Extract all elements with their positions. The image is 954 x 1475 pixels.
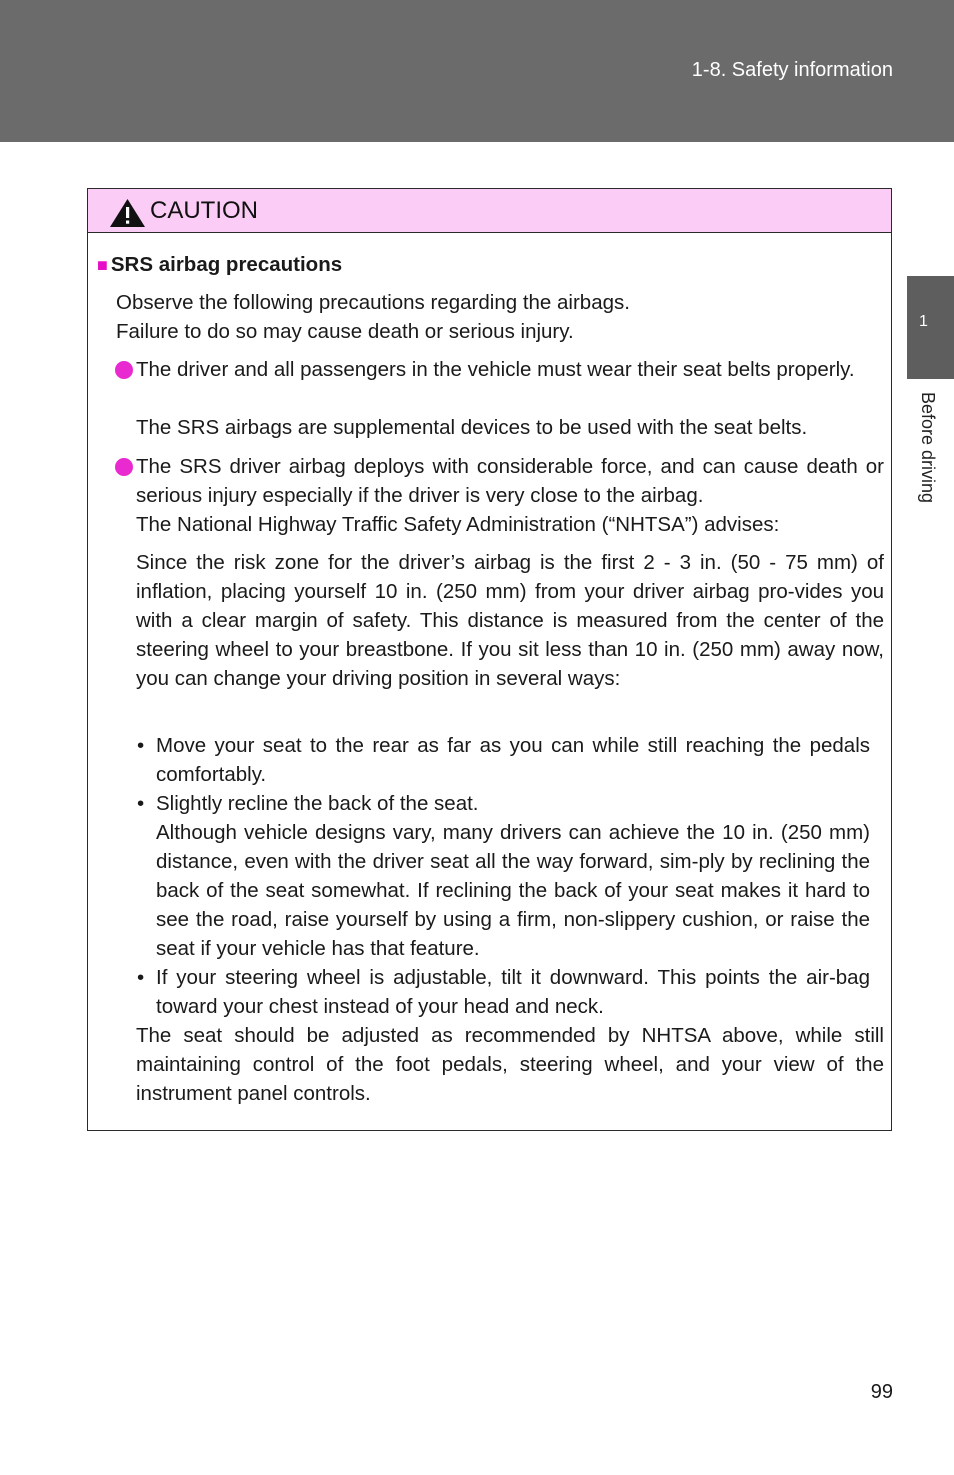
chapter-tab-number: 1: [919, 313, 928, 330]
caution-header: [88, 189, 891, 233]
caution-box: [87, 188, 892, 1131]
recline-detail: Although vehicle designs vary, many drivers can achieve the 10 in. (250 mm) distance, even with the driver seat all the way forward, sim-ply by reclining the back of the seat somewhat. If reclining the back of your seat makes it hard to see the road, raise yourself by using a firm, non-slippery cushion, or raise the seat if your vehicle has that feature.: [156, 821, 870, 960]
dash-bullet: •: [137, 966, 145, 989]
intro-line-1: Observe the following precautions regarding the airbags.: [116, 291, 630, 314]
bullet-dot-icon: [115, 361, 133, 379]
page-number: 99: [870, 1381, 893, 1403]
chapter-tab[interactable]: [907, 276, 954, 379]
way-3: If your steering wheel is adjustable, tilt it downward. This points the air-bag toward your chest instead of your head and neck.: [156, 966, 870, 1018]
dash-bullet: •: [137, 792, 145, 815]
bullet-2-text: The SRS driver airbag deploys with considerable force, and can cause death or serious injury especially if the driver is very close to the airbag.: [136, 455, 884, 507]
chapter-tab-label: Before driving: [918, 392, 938, 504]
bullet-2-extra: The National Highway Traffic Safety Administration (“NHTSA”) advises:: [136, 513, 780, 536]
bullet-1-extra: The SRS airbags are supplemental devices to be used with the seat belts.: [136, 416, 808, 439]
bullet-dot-icon: [115, 458, 133, 476]
subhead-text: SRS airbag precautions: [110, 253, 343, 276]
section-title: 1-8. Safety information: [691, 59, 893, 81]
closing-text: The seat should be adjusted as recommended by NHTSA above, while still maintaining control of the foot pedals, steering wheel, and your view of the instrument panel controls.: [136, 1024, 884, 1105]
square-bullet-icon: ■: [97, 255, 108, 275]
way-1: Move your seat to the rear as far as you can while still reaching the pedals comfortably.: [156, 734, 870, 786]
dash-bullet: •: [137, 734, 145, 757]
subhead: [97, 250, 342, 280]
nhtsa-quote: Since the risk zone for the driver’s airbag is the first 2 - 3 in. (50 - 75 mm) of inflation, placing yourself 10 in. (250 mm) from your driver airbag pro-vides you with a clear margin of safety. This distance is measured from the center of the steering wheel to your breastbone. If you sit less than 10 in. (250 mm) away now, you can change your driving position in several ways:: [136, 551, 884, 690]
way-2: Slightly recline the back of the seat.: [156, 792, 479, 815]
intro-line-2: Failure to do so may cause death or serious injury.: [116, 320, 574, 343]
bullet-1-text: The driver and all passengers in the vehicle must wear their seat belts properly.: [136, 358, 855, 381]
warning-triangle-icon: [109, 198, 146, 228]
caution-title: CAUTION: [150, 197, 258, 224]
